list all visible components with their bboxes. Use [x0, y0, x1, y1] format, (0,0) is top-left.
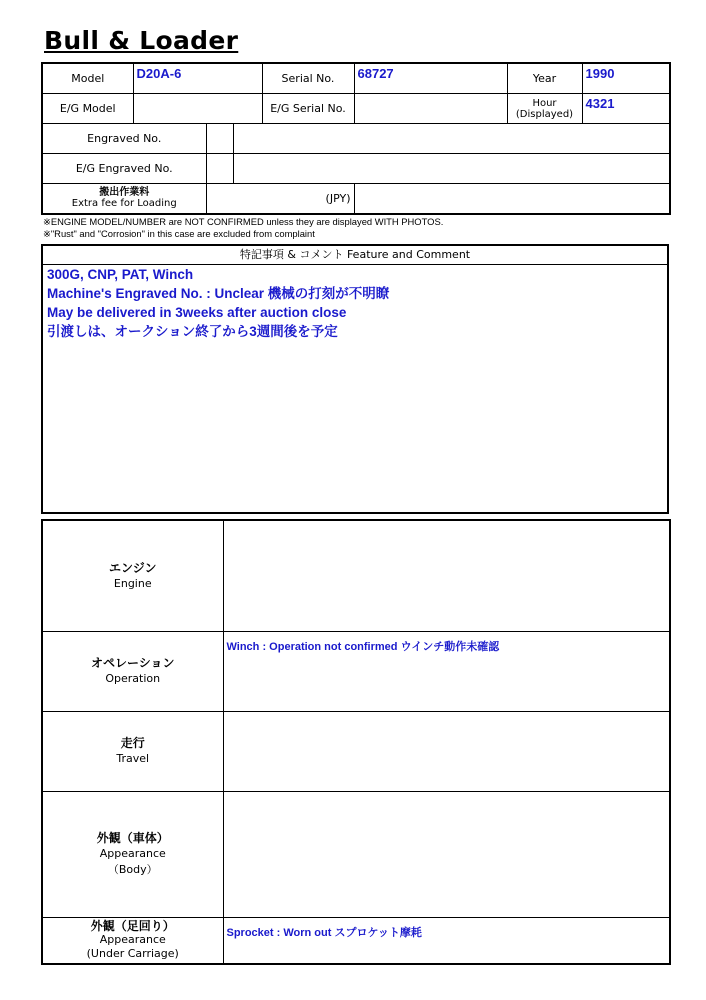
disclaimer-notes: [43, 216, 443, 240]
eg-model-value: [133, 94, 262, 124]
model-label: Model: [42, 63, 133, 94]
condition-comment: [223, 711, 670, 791]
engraved-label: Engraved No.: [42, 124, 206, 154]
condition-comment: Sprocket : Worn out スプロケット摩耗: [223, 917, 670, 964]
condition-label-en: Engine: [113, 576, 152, 590]
hour-label: [507, 94, 582, 124]
note-rust: ※"Rust" and "Corrosion" in this case are excluded from complaint: [43, 228, 315, 239]
condition-table: [41, 519, 671, 965]
spec-table: [41, 62, 671, 215]
condition-comment: [223, 791, 670, 917]
condition-row-undercarriage: [42, 917, 670, 964]
serial-label: Serial No.: [262, 63, 354, 94]
condition-comment: Winch : Operation not confirmed ウインチ動作未確認: [223, 631, 670, 711]
condition-label-jp: 走行: [120, 736, 145, 750]
condition-label: [42, 917, 223, 964]
fee-label: [42, 184, 206, 214]
condition-label-jp: オペレーション: [90, 656, 175, 670]
condition-label-jp: エンジン: [109, 560, 157, 575]
eg-engraved-value: [233, 154, 670, 184]
fee-unit: (JPY): [206, 184, 354, 214]
feature-line: 引渡しは、オークション終了から3週間後を予定: [47, 324, 338, 339]
condition-row-body: [42, 791, 670, 917]
page-title: Bull & Loader: [44, 26, 239, 55]
condition-label: [42, 711, 223, 791]
fee-value: [354, 184, 670, 214]
condition-row-engine: [42, 520, 670, 631]
feature-comment-box: [41, 244, 669, 514]
fee-label-en: Extra fee for Loading: [71, 198, 177, 210]
feature-line: May be delivered in 3weeks after auction close: [47, 305, 347, 320]
fee-label-jp: 搬出作業料: [99, 187, 150, 199]
eg-serial-label: E/G Serial No.: [262, 94, 354, 124]
eg-serial-value: [354, 94, 507, 124]
hour-label-line1: Hour: [532, 97, 557, 109]
condition-label: [42, 631, 223, 711]
condition-label-en2: (Under Carriage): [86, 947, 179, 961]
feature-line: 300G, CNP, PAT, Winch: [47, 267, 194, 282]
feature-line: Machine's Engraved No. : Unclear 機械の打刻が不明瞭: [47, 286, 390, 301]
hour-label-line2: (Displayed): [515, 108, 574, 120]
engraved-box: [206, 124, 233, 154]
model-value: D20A-6: [133, 63, 262, 94]
eg-model-label: E/G Model: [42, 94, 133, 124]
year-value: 1990: [582, 63, 670, 94]
note-engine: ※ENGINE MODEL/NUMBER are NOT CONFIRMED unless they are displayed WITH PHOTOS.: [43, 216, 444, 227]
hour-value: 4321: [582, 94, 670, 124]
eg-engraved-label: E/G Engraved No.: [42, 154, 206, 184]
condition-row-travel: [42, 711, 670, 791]
condition-label: [42, 791, 223, 917]
condition-label-jp: 外観（足回り）: [90, 919, 175, 934]
year-label: Year: [507, 63, 582, 94]
condition-comment: [223, 520, 670, 631]
feature-heading: 特記事項 & コメント Feature and Comment: [43, 246, 667, 265]
condition-label-jp: 外観（車体）: [96, 831, 169, 845]
serial-value: 68727: [354, 63, 507, 94]
engraved-value: [233, 124, 670, 154]
condition-label-en: Travel: [116, 752, 150, 765]
condition-label-en: Appearance: [99, 933, 166, 947]
condition-label-en: Appearance: [99, 847, 166, 860]
eg-engraved-box: [206, 154, 233, 184]
condition-row-operation: [42, 631, 670, 711]
condition-label-en2: （Body）: [107, 863, 158, 876]
condition-label-en: Operation: [105, 672, 161, 685]
condition-label: [42, 520, 223, 631]
